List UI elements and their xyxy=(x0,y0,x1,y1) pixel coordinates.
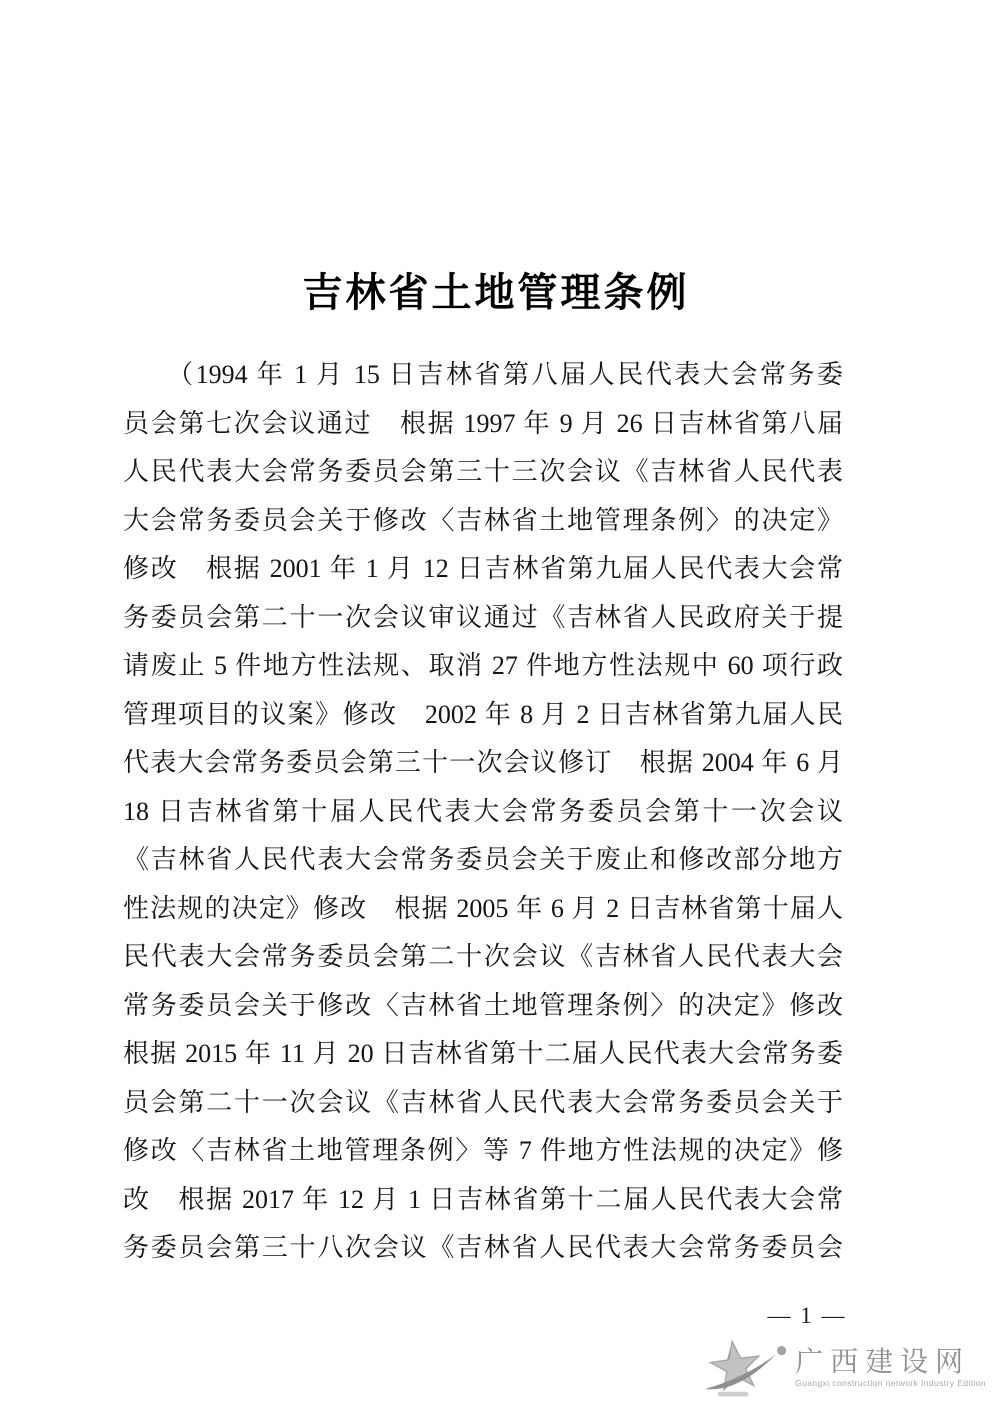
body-line: （1994 年 1 月 15 日吉林省第八届人民代表大会常务委 xyxy=(123,360,843,389)
body-line: 务委员会第二十一次会议审议通过《吉林省人民政府关于提 xyxy=(123,602,843,632)
page-number: — 1 — xyxy=(767,1303,847,1328)
body-line: 《吉林省人民代表大会常务委员会关于废止和修改部分地方 xyxy=(123,845,843,874)
body-line: 常务委员会关于修改〈吉林省土地管理条例〉的决定》修改 xyxy=(123,990,843,1020)
body-line: 18 日吉林省第十届人民代表大会常务委员会第十一次会议 xyxy=(123,796,843,826)
body-line: 务委员会第三十八次会议《吉林省人民代表大会常务委员会 xyxy=(123,1233,843,1262)
body-line: 人民代表大会常务委员会第三十三次会议《吉林省人民代表 xyxy=(123,457,843,486)
body-line: 根据 2015 年 11 月 20 日吉林省第十二届人民代表大会常务委 xyxy=(123,1039,843,1068)
body-line: 员会第二十一次会议《吉林省人民代表大会常务委员会关于 xyxy=(123,1087,843,1117)
body-line: 民代表大会常务委员会第二十次会议《吉林省人民代表大会 xyxy=(123,942,843,971)
star-swoosh-icon xyxy=(699,1336,791,1400)
page-title: 吉林省土地管理条例 xyxy=(302,270,690,316)
body-line: 代表大会常务委员会第三十一次会议修订 根据 2004 年 6 月 xyxy=(123,748,843,777)
watermark-logo xyxy=(699,1336,986,1400)
swoosh-ball xyxy=(777,1346,786,1355)
star-accent xyxy=(711,1341,733,1362)
body-line: 性法规的决定》修改 根据 2005 年 6 月 2 日吉林省第十届人 xyxy=(123,893,843,923)
watermark-site-name: 广西建设网 xyxy=(795,1346,971,1378)
body-line: 员会第七次会议通过 根据 1997 年 9 月 26 日吉林省第八届 xyxy=(123,408,843,438)
body-line: 大会常务委员会关于修改〈吉林省土地管理条例〉的决定》 xyxy=(123,505,843,535)
body-line: 修改〈吉林省土地管理条例〉等 7 件地方性法规的决定》修 xyxy=(123,1136,843,1165)
body-line: 请废止 5 件地方性法规、取消 27 件地方性法规中 60 项行政 xyxy=(123,651,843,680)
body-line: 修改 根据 2001 年 1 月 12 日吉林省第九届人民代表大会常 xyxy=(123,554,843,583)
body-line: 管理项目的议案》修改 2002 年 8 月 2 日吉林省第九届人民 xyxy=(123,699,843,729)
body-line: 改 根据 2017 年 12 月 1 日吉林省第十二届人民代表大会常 xyxy=(123,1184,843,1214)
document-body xyxy=(123,351,843,1273)
watermark-text xyxy=(795,1348,986,1389)
small-lettering-blur xyxy=(718,1392,749,1397)
watermark-tagline: Guangxi construction network Industry Edition xyxy=(795,1377,986,1388)
